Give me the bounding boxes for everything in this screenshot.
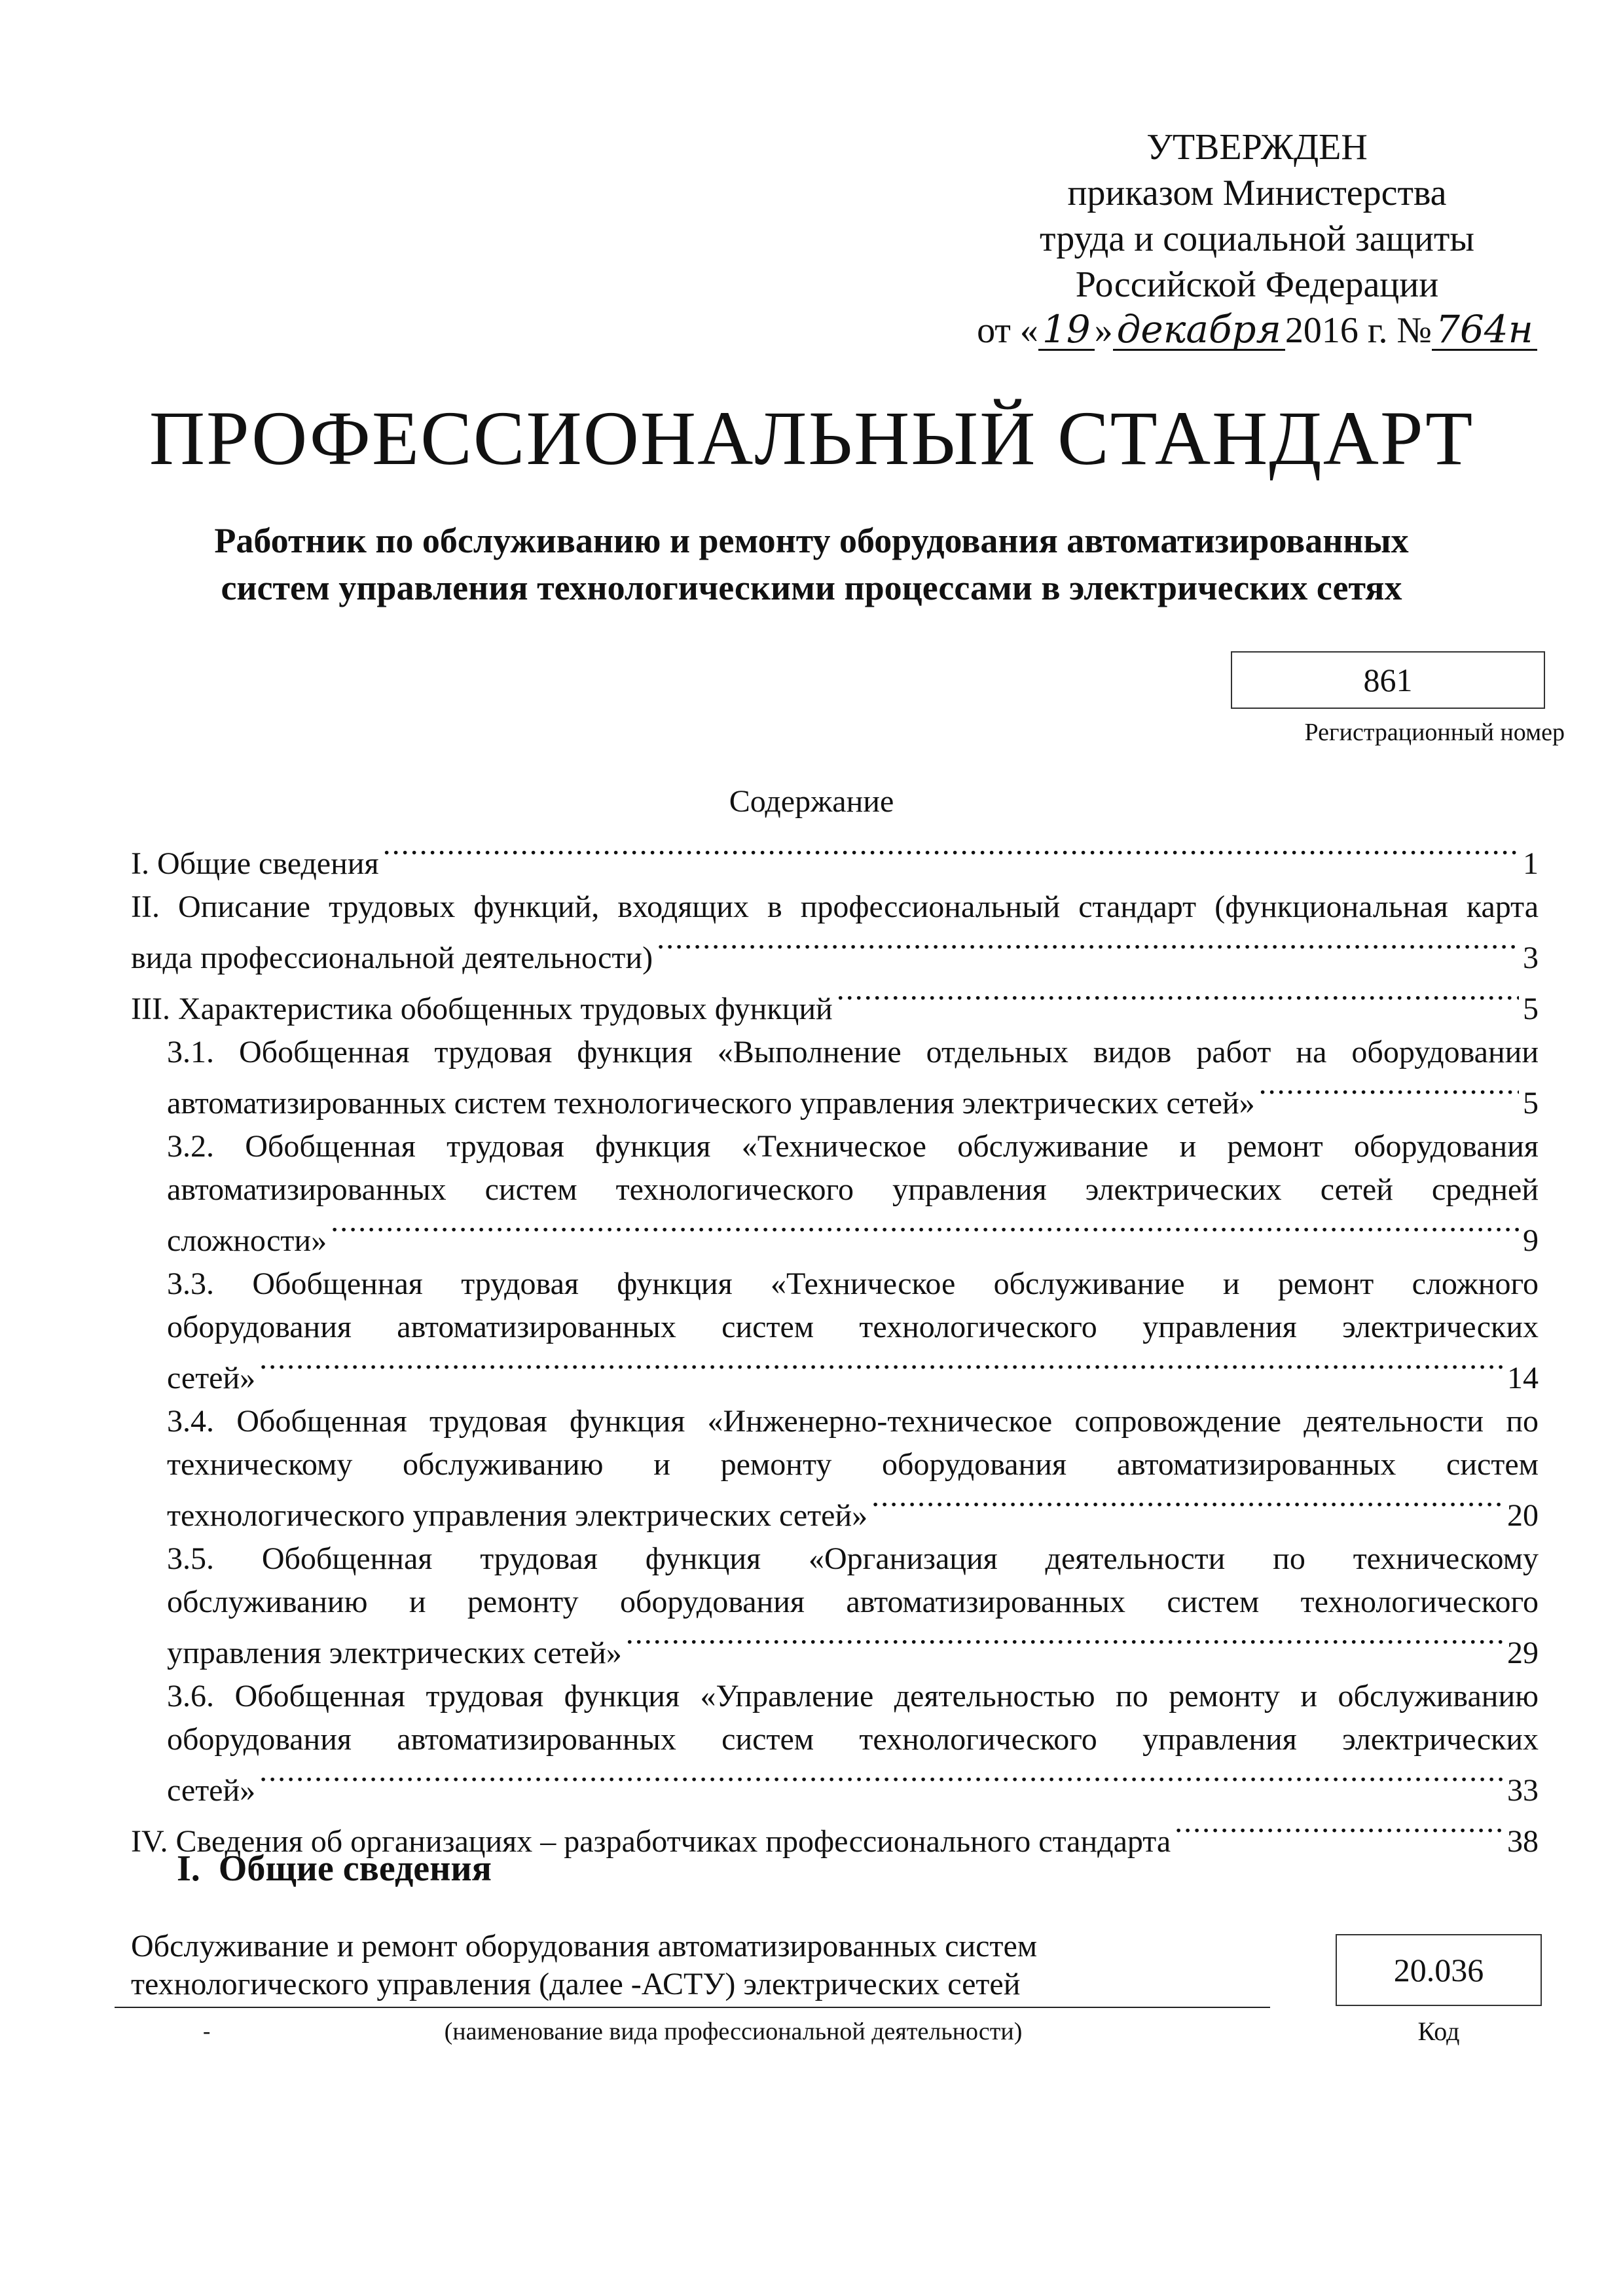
section-number: I. (177, 1848, 200, 1889)
approval-date-line (956, 308, 1558, 353)
document-title: ПРОФЕССИОНАЛЬНЫЙ СТАНДАРТ (149, 395, 1474, 481)
toc-item-text: I. Общие сведения (131, 846, 379, 881)
toc-item-text: технологического управления электрических сетей» (167, 1498, 868, 1533)
toc-item-page: 20 (1507, 1498, 1539, 1533)
toc-item-text-lead: 3.6. Обобщенная трудовая функция «Управление деятельностью по ремонту и обслуживанию (167, 1679, 1539, 1713)
document-subtitle (118, 517, 1505, 611)
contents-heading: Содержание (729, 784, 894, 819)
registration-number-caption: Регистрационный номер (1304, 719, 1565, 746)
section-title: Общие сведения (218, 1848, 492, 1889)
activity-dash: - (203, 2019, 211, 2043)
toc-leader-dots (626, 1624, 1503, 1663)
activity-code-caption: Код (1417, 2017, 1460, 2046)
date-prefix: от « (977, 310, 1038, 351)
toc-item-text: сетей» (167, 1773, 256, 1808)
activity-name-line-1: Обслуживание и ремонт оборудования автоматизированных систем (131, 1929, 1038, 1964)
toc-item-text-lead: автоматизированных систем технологического управления электрических сетей средней (167, 1172, 1539, 1207)
toc-item-text-lead: обслуживанию и ремонту оборудования автоматизированных систем технологического (167, 1585, 1539, 1619)
toc-item (131, 1263, 1539, 1400)
table-of-contents (131, 834, 1539, 1863)
activity-code-box: 20.036 (1336, 1934, 1542, 2006)
toc-item (131, 1400, 1539, 1537)
toc-leader-dots (657, 929, 1519, 968)
toc-item (131, 1675, 1539, 1812)
toc-item (131, 1537, 1539, 1675)
toc-leader-dots (259, 1761, 1503, 1801)
date-year: 2016 г. № (1285, 310, 1432, 351)
toc-item-text-lead: оборудования автоматизированных систем технологического управления электрических (167, 1310, 1539, 1344)
subtitle-line-2: систем управления технологическими процессами в электрических сетях (221, 568, 1402, 607)
activity-type-name (131, 1928, 1264, 2003)
toc-item-text: IV. Сведения об организациях – разработчиках профессионального стандарта (131, 1824, 1171, 1859)
activity-underline (115, 2007, 1270, 2008)
toc-item-text: III. Характеристика обобщенных трудовых функций (131, 992, 833, 1026)
toc-item-text-lead: 3.2. Обобщенная трудовая функция «Техническое обслуживание и ремонт оборудования (167, 1129, 1539, 1164)
toc-item-text: автоматизированных систем технологического управления электрических сетей» (167, 1086, 1255, 1121)
toc-item-text: сетей» (167, 1361, 256, 1395)
toc-item-text-lead: 3.1. Обобщенная трудовая функция «Выполнение отдельных видов работ на оборудовании (167, 1035, 1539, 1069)
toc-item (131, 1125, 1539, 1263)
approval-line-federation: Российской Федерации (1075, 264, 1439, 305)
toc-item-text: управления электрических сетей» (167, 1636, 622, 1670)
toc-leader-dots (837, 980, 1519, 1019)
date-month-handwritten: декабря (1113, 310, 1285, 351)
order-number-handwritten: 764н (1432, 310, 1537, 351)
activity-name-line-2: технологического управления (далее -АСТУ) электрических сетей (131, 1967, 1021, 2001)
approval-title: УТВЕРЖДЕН (1146, 127, 1368, 168)
toc-item-text-lead: 3.3. Обобщенная трудовая функция «Техническое обслуживание и ремонт сложного (167, 1266, 1539, 1301)
toc-item-page: 1 (1523, 846, 1539, 881)
date-mid: » (1094, 310, 1113, 351)
toc-item-text: сложности» (167, 1223, 327, 1258)
toc-item-text-lead: оборудования автоматизированных систем технологического управления электрических (167, 1722, 1539, 1757)
approval-line-labor: труда и социальной защиты (1040, 219, 1474, 259)
toc-item-text-lead: 3.5. Обобщенная трудовая функция «Организация деятельности по техническому (167, 1541, 1539, 1576)
section-heading (177, 1846, 492, 1892)
toc-item-page: 3 (1523, 941, 1539, 975)
toc-leader-dots (1175, 1812, 1503, 1852)
toc-item-text-lead: техническому обслуживанию и ремонту оборудования автоматизированных систем (167, 1447, 1539, 1482)
toc-item-text-lead: II. Описание трудовых функций, входящих в профессиональный стандарт (функциональная карта (131, 889, 1539, 924)
toc-leader-dots (383, 834, 1519, 874)
toc-item-page: 9 (1523, 1223, 1539, 1258)
toc-item (131, 1031, 1539, 1125)
activity-caption: (наименование вида профессиональной деятельности) (444, 2018, 1023, 2045)
toc-item-page: 5 (1523, 1086, 1539, 1121)
toc-item-page: 38 (1507, 1824, 1539, 1859)
approval-block (956, 124, 1558, 353)
toc-item (131, 834, 1539, 886)
registration-number-box: 861 (1231, 651, 1545, 709)
toc-item (131, 886, 1539, 980)
toc-item-page: 33 (1507, 1773, 1539, 1808)
toc-item-page: 5 (1523, 992, 1539, 1026)
approval-line-ministry: приказом Министерства (1067, 173, 1447, 213)
toc-item-page: 29 (1507, 1636, 1539, 1670)
toc-item-text-lead: 3.4. Обобщенная трудовая функция «Инженерно-техническое сопровождение деятельности по (167, 1404, 1539, 1439)
subtitle-line-1: Работник по обслуживанию и ремонту оборудования автоматизированных (214, 521, 1409, 560)
toc-leader-dots (1259, 1074, 1519, 1113)
toc-leader-dots (259, 1349, 1503, 1388)
toc-item (131, 980, 1539, 1031)
toc-leader-dots (331, 1211, 1519, 1251)
date-day-handwritten: 19 (1038, 310, 1095, 351)
toc-item-text: вида профессиональной деятельности) (131, 941, 653, 975)
toc-item-page: 14 (1507, 1361, 1539, 1395)
toc-leader-dots (871, 1486, 1503, 1526)
